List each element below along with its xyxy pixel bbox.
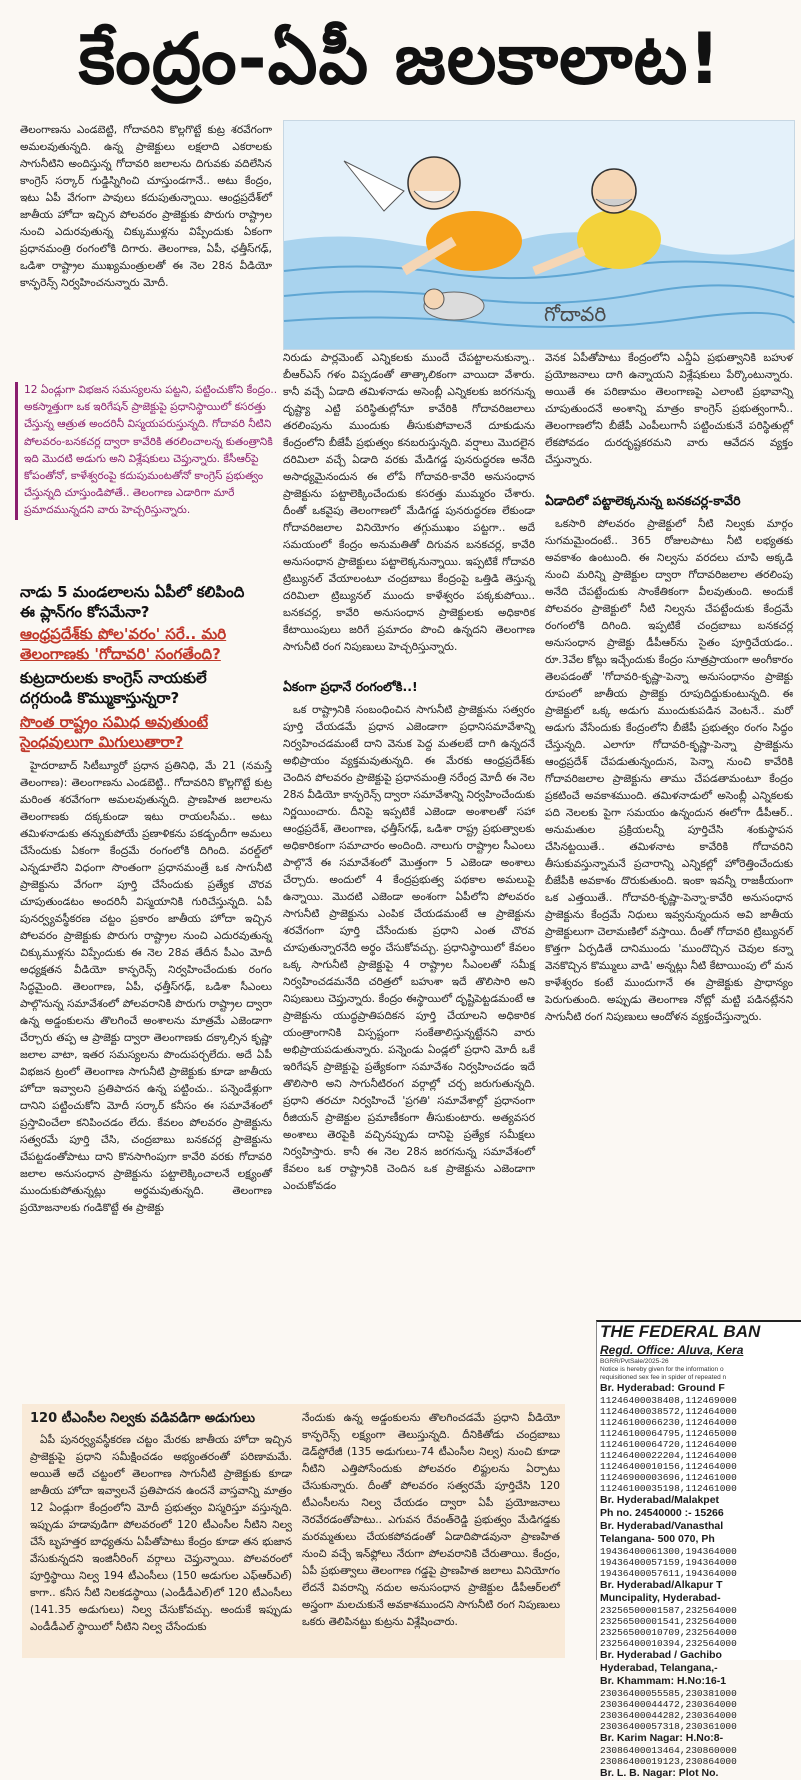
ad-account-number: 11246400010156,112464000 [600, 1461, 737, 1472]
ad-account-number: 11246400038572,112464000 [600, 1406, 737, 1417]
column-1-paragraph: హైదరాబాద్ సిటీబ్యూరో ప్రధాన ప్రతినిధి, మే 21 (నమస్తే తెలంగాణ): తెలంగాణను ఎండబెట్టి.. గోదావరిని కొల్లగొట్టే కుట్ర మరింత శరవేగంగా అమలవుతున్నది. ప్రాణహిత జలాలను తెలంగాణకు దక్కకుండా ఇటు రాయలసీమ.. అటు తమిళనాడుకు తన్నుకుపోయే ప్రణాళికను పకడ్బందీగా అమలు చేసేందుకు ఏకంగా కేంద్రమే రంగంలోకి దిగింది. వరల్డ్‌లో ఎన్నడూలేని విధంగా సొంతంగా ప్రధానమంత్రే ఒక సాగునీటి ప్రాజెక్టును వేగంగా పూర్తి చేసేందుకు ప్రత్యేక చొరవ చూపుతుండటం అందరినీ విస్మయానికి గురిచేస్తున్నది. ఏపీ పునర్వ్యవస్థీకరణ చట్టం ప్రకారం జాతీయ హోదా ఇచ్చిన పోలవరం ప్రాజెక్టుకు పొరుగు రాష్ట్రాల నుంచి ఎదురవుతున్న చిక్కుముళ్లను విప్పేందుకు ఈ నెల 28వ తేదీన పీఎం మోదీ అధ్యక్షతన వీడియో కాన్ఫరెన్స్ నిర్వహించేందుకు రంగం సిద్ధమైంది. తెలంగాణ, ఏపీ, ఛత్తీస్‌గఢ్, ఒడిశా సీఎంలు పాల్గొనున్న సమావేశంలో పోలవరానికి పొరుగు రాష్ట్రాల ద్వారా ఉన్న అడ్డంకులను తొలగించే అంశాలను మాత్రమే ఎజెండాగా చేర్చారు తప్ప ఆ ప్రాజెక్టు ద్వారా తెలంగాణకు దక్కాల్సిన కృష్ణా జలాల వాటా, ఇతర సమస్యలను పొందుపర్చలేదు. అదే ఏపీ విభజన ట్రంలో తెలంగాణ సాగునీటి ప్రాజెక్టుకు కూడా జాతీయ హోదా ఇవ్వాలని ప్రతిపాదన ఉన్న పట్టించు.. పన్నెండేళ్లుగా దానిని పట్టించుకోని మోదీ సర్కార్ కనీసం ఈ సమావేశంలో ప్రస్తావించేలా కనిపించడం లేదు. కేవలం పోలవరం ప్రాజెక్టును సత్వరమే పూర్తి చేసి, చంద్రబాబు బనకచర్ల ప్రాజెక్టును చేపట్టడంతోపాటు దాని కొనసాగింపుగా కావేరి వరకు గోదావరి జలాల అనుసంధాన ప్రాజెక్టును పట్టాలెక్కించాలనే లక్ష్యంతో ముందుకుపోతున్నట్లు అర్థమవుతున్నది. తెలంగాణ ప్రయోజనాలకు గండికొట్టే ఈ ప్రాజెక్టు [20, 760, 272, 1214]
column-3-top [545, 350, 793, 482]
cartoon-caption: గోదావరి [544, 302, 607, 326]
column-2-subhead: ఏకంగా ప్రధానే రంగంలోకి..! [283, 679, 418, 694]
ad-notice: Notice is hereby given for the information o [600, 1366, 724, 1373]
cartoon-drawing [284, 121, 794, 349]
column-2-paragraph-1: నిరుడు పార్లమెంట్ ఎన్నికలకు ముందే చేపట్టాలనుకున్నా.. బీఆర్ఎస్ గళం విప్పడంతో తాత్కాలికంగా వాయిదా వేశారు. కానీ వచ్చే ఏడాది తమిళనాడు అసెంబ్లీ ఎన్నికలకు జరగనున్న దృష్ట్యా ఎట్టి పరిస్థితుల్లోనూ కావేరికి గోదావరిజలాలు తరలింపును ముందుకు తీసుకుపోవాలనే దూకుడును కేంద్రంలోని బీజేపీ ప్రభుత్వం కనబరుస్తున్నది. వర్షాలు మొదలైన దరిమిలా వచ్చే ఏడాది వరకు మేడిగడ్డ పునరుద్ధరణ అనేది అసాధ్యమైనందున ఈ లోపే గోదావరి-కావేరి అనుసంధాన ప్రాజెక్టును పట్టాలెక్కించేందుకు కసరత్తు ముమ్మరం చేశారు. దీంతో ఒకవైపు తెలంగాణలో మేడిగడ్డ పునరుద్ధరణ లేకుండా గోదావరిజలాల వినియోగం తగ్గుముఖం పట్టగా.. అదే సమయంలో కేంద్రం అనుమతితో దిగువన బనకచర్ల, కావేరి అనుసంధాన ప్రాజెక్టులు పట్టాలెక్కనున్నాయి. ఇప్పటికే గోదావరి ట్రిబ్యునల్ వేయాలంటూ చంద్రబాబు కేంద్రంపై ఒత్తిడి తెస్తున్న దరిమిలా ట్రిబ్యునల్ ముందు కాళేశ్వరం పక్కకుపోయి.. బనకచర్ల, కావేరి అనుసంధాన ప్రాజెక్టులకు అధికారిక కేటాయింపులు జరిగే ప్రమాదం పొంచి ఉన్నదని తెలంగాణ సాగునీటి రంగ నిపుణులు హెచ్చరిస్తున్నారు. [283, 352, 535, 653]
ad-account-number: 23256500001587,232564000 [600, 1605, 737, 1616]
ad-account-number: 11246400022204,112464000 [600, 1450, 737, 1461]
ad-branch-name: Br. Khammam: H.No:16-1 [600, 1675, 727, 1687]
ad-account-number: 23036400057318,230361000 [600, 1721, 737, 1732]
ad-branch-name: Br. Hyderabad / Gachibo [600, 1649, 722, 1661]
ad-account-number: 23036400055585,230381000 [600, 1688, 737, 1699]
ad-account-number: 11246100064795,112465000 [600, 1428, 737, 1439]
sidebar-box-col-1 [30, 1432, 292, 1652]
column-2-top [283, 350, 535, 668]
column-2-bottom [283, 702, 535, 1398]
question-2: ఆంధ్రప్రదేశ్‌కు పోల'వరం' సరే.. మరి తెలంగాణకు 'గోదావరి' సంగతేంది? [20, 625, 227, 663]
question-1: నాడు 5 మండలాలను ఏపీలో కలిపింది ఈ ప్లాన్‌గం కోసమేనా? [20, 583, 245, 621]
ad-account-number: 23256500010709,232564000 [600, 1627, 737, 1638]
ad-account-number: 19436400057611,194364000 [600, 1568, 737, 1579]
ad-notice-2: requisitioned sex fee in spider of repeated n [600, 1374, 727, 1381]
headline: కేంద్రం-ఏపీ జలకాలాట! [78, 18, 722, 100]
ad-account-number: 11246400038408,112469000 [600, 1395, 737, 1406]
ad-subtitle: Regd. Office: Aluva, Kera [600, 1343, 744, 1357]
column-3-paragraph-1: వెనక ఏపీతోపాటు కేంద్రంలోని ఎన్డీఏ ప్రభుత్వానికి బహుళ ప్రయోజనాలు దాగి ఉన్నాయని విశ్లేషకులు పేర్కొంటున్నారు. అయితే ఈ పరిణామం తెలంగాణపై ఎలాంటి ప్రభావాన్ని చూపుతుందనే అంశాన్ని మాత్రం కాంగ్రెస్ ప్రభుత్వంగానీ.. తెలంగాణలోని బీజేపీ ఎంపీలుగానీ పట్టించుకునే పరిస్థితుల్లో లేకపోవడం దురదృష్టకరమని వారు ఆవేదన వ్యక్తం చేస్తున్నారు. [545, 352, 793, 466]
sidebar-box-col-2 [302, 1410, 560, 1652]
ad-title: THE FEDERAL BAN [600, 1322, 761, 1341]
ad-branch-name: Ph no. 24540000 :- 15266 [600, 1507, 724, 1519]
ad-branch-name: Br. L. B. Nagar: Plot No. [600, 1767, 719, 1779]
ad-branch-list [597, 1382, 801, 1780]
ad-account-number: 19436400061300,194364000 [600, 1546, 737, 1557]
ad-branch-name: Muncipality, Hyderabad- [600, 1592, 721, 1604]
ad-branch-name: Br. Karim Nagar: H.No:8- [600, 1732, 724, 1744]
sidebar-box-paragraph-1: ఏపీ పునర్వ్యవస్థీకరణ చట్టం మేరకు జాతీయ హోదా ఇచ్చిన ప్రాజెక్టుపై ప్రధాని సమీక్షించడం అభ్యంతరంతో పరిణామమే. అయితే అదే చట్టంలో తెలంగాణ సాగునీటి ప్రాజెక్టుకు కూడా జాతీయ హోదా ఇవ్వాలనే ప్రతిపాదన ఉందనే వాస్తవాన్ని మాత్రం 12 ఏండ్లుగా కేంద్రంలోని మోదీ ప్రభుత్వం విస్మరిస్తూ వస్తున్నది. ఇప్పుడు హడావుడిగా పోలవరంలో 120 టీఎంసీల నీటిని నిల్వ చేసే బృహత్తర బాధ్యతను ఏపీతోపాటు కేంద్రం కూడా తన భుజాన వేసుకున్నదని ఇంజినీరింగ్ వర్గాలు చెప్తున్నాయి. పోలవరంలో పూర్తిస్థాయి నిల్వ 194 టీఎంసీలు (150 అడుగుల ఎఫ్ఆర్ఎల్) కాగా.. కనీస నీటి నిలకడస్థాయి (ఎండీడీఎల్)లో 120 టీఎంసీలు (141.35 అడుగులు) నిల్వ చేసుకోవచ్చు. అందుకే ఇప్పుడు ఎండీడీఎల్ స్థాయిలో నీటిని నిల్వ చేసేందుకు [30, 1434, 292, 1633]
ad-branch-name: Hyderabad, Telangana,- [600, 1662, 718, 1674]
ad-reference: BGRR/PvtSale/2025-26 [600, 1358, 669, 1365]
ad-account-number: 11246100035198,112461000 [600, 1483, 737, 1494]
column-3-bottom [545, 516, 793, 1088]
question-4: సొంత రాష్ట్రం సమిధ అవుతుంటే సైంధవులుగా మిగులుతారా? [20, 713, 209, 751]
ad-account-number: 23256500001541,232564000 [600, 1616, 737, 1627]
callout-block [15, 382, 279, 520]
intro-text-block [20, 122, 272, 384]
question-3: కుట్రదారులకు కాంగ్రెస్ నాయకులే దగ్గరుండి కొమ్ముకాస్తున్నరా? [20, 669, 207, 707]
ad-account-number: 23036400044282,230364000 [600, 1710, 737, 1721]
cartoon-illustration [283, 120, 795, 350]
ad-branch-name: Br. Hyderabad/Malakpet [600, 1494, 720, 1506]
ad-account-number: 19436400057159,194364000 [600, 1557, 737, 1568]
ad-account-number: 11246100064720,112464000 [600, 1439, 737, 1450]
ad-branch-name: Br. Hyderabad: Ground F [600, 1382, 725, 1394]
ad-branch-name: Br. Hyderabad/Alkapur T [600, 1579, 723, 1591]
column-1-body [20, 758, 272, 1398]
ad-account-number: 23256400010394,232564000 [600, 1638, 737, 1649]
ad-account-number: 11246900003696,112461000 [600, 1472, 737, 1483]
ad-account-number: 23086400019123,230864000 [600, 1756, 737, 1767]
ad-branch-name: Telangana- 500 070, Ph [600, 1533, 715, 1545]
sidebar-box-paragraph-2: నేందుకు ఉన్న అడ్డంకులను తొలగించడమే ప్రధాని వీడియో కాన్ఫరెన్స్ లక్ష్యంగా తెలుస్తున్నది. దీనికితోడు చంద్రబాబు డెడ్‌స్టోరేజీ (135 అడుగులు-74 టీఎంసీల నిల్వ) నుంచి కూడా నీటిని ఎత్తిపోసేందుకు పోలవరం లిఫ్టులను ఏర్పాటు చేసుకున్నారు. దీంతో పోలవరం సత్వరమే పూర్తిచేసి 120 టీఎంసీలను నిల్వ చేయడం ద్వారా ఏపీ ప్రయోజనాలు నెరవేరడంతోపాటు.. ఎగువన రేవంత్‌రెడ్డి ప్రభుత్వం మేడిగడ్డకు మరమ్మతులు చేయకపోవడంతో ఏడాదిపొడవునా ప్రాణహిత నుంచి వచ్చే ఇన్‌ఫ్లోలు నేరుగా పోలవరానికి చేరుతాయి. కేంద్రం, ఏపీ ప్రభుత్వాలు తెలంగాణ గడ్డపై ప్రాణహిత జలాలు వినియోగం లేదనే వివరాన్ని నదుల అనుసంధాన ప్రాజెక్టుల డీపీఆర్‌లలో అస్త్రంగా మలచుకునే అవకాశముందని సాగునీటి రంగ నిపుణులు ఒకరు తెలిపినట్టు కుట్రను విశ్లేషించారు. [302, 1412, 560, 1628]
column-3-paragraph-2: ఒకసారి పోలవరం ప్రాజెక్టులో నీటి నిల్వకు మార్గం సుగమమైందంటే.. 365 రోజులపాటు నీటి లభ్యతకు అవకాశం ఉంటుంది. ఈ నిల్వను వరదలు చూపి అక్కడి నుంచి మరిన్ని ప్రాజెక్టుల ద్వారా గోదావరిజలాల తరలింపు అనేది చేపట్టేందుకు సాంకేతికంగా వీలవుతుంది. అందుకే పోలవరం ప్రాజెక్టులో నీటి నిల్వను చేపట్టేందుకు కేంద్రమే రంగంలోకి దిగింది. ఇప్పటికే చంద్రబాబు బనకచర్ల అనుసంధాన ప్రాజెక్టు డీపీఆర్‌ను సైతం పూర్తిచేయడం.. రూ.3వేల కోట్లు ఇచ్చేందుకు కేంద్రం సూత్రప్రాయంగా అంగీకారం తెలపడంతో 'గోదావరి-కృష్ణా-పెన్నా అనుసంధానం ప్రాజెక్టు రూపంలో జాతీయ ప్రాజెక్టు రూపుదిద్దుకుంటున్నది. ఈ ప్రాజెక్టులో ఒక్క అడుగు ముందుకుపడిన వెంటనే.. మరో అడుగు వేసేందుకు కేంద్రంలోని బీజేపీ ప్రభుత్వం రంగం సిద్ధం చేస్తున్నది. ఎలాగూ గోదావరి-కృష్ణా-పెన్నా ప్రాజెక్టును ఆంధ్రప్రదేశ్ చేపడుతున్నందున, పెన్నా నుంచి కావేరికి గోదావరిజలాల ప్రాజెక్టును తాము చేపడతామంటూ కేంద్రం ప్రకటించే అవకాశముంది. తమిళనాడులో అసెంబ్లీ ఎన్నికలకు పది నెలలకు పైగా సమయం ఉన్నందున ఈలోగా డీపీఆర్.. అనుమతుల ప్రక్రియలన్నీ పూర్తిచేసి శంకుస్థాపన చేసినట్టయితే.. తమిళనాట కావేరికి గోదావరిని తీసుకువస్తున్నామనే ప్రచారాన్ని ఎన్నికల్లో హోరెత్తించేందుకు బీజేపీకి అవకాశం దొరుకుతుంది. ఇంకా ఇవన్నీ రాజకీయంగా ఒక ఎత్తయితే.. గోదావరి-కృష్ణా-పెన్నా-కావేరి అనుసంధాన ప్రాజెక్టును కేంద్రమే నిధులు ఇవ్వనున్నందున అవి జాతీయ ప్రాజెక్టులుగా చెలామణిలో వస్తాయి. దీంతో గోదావరి ట్రిబ్యునల్ కొత్తగా ఏర్పడితే దానిముందు 'ముందొచ్చిన చెవుల కన్నా వెనకొచ్చిన కొమ్ములు వాడి' అన్నట్లు నీటి కేటాయింపు లో మన కాళేశ్వరం కంటే ముందుగానే ఈ ప్రాజెక్టుకు ప్రాధాన్యం పెరుగుతుంది. అప్పుడు తెలంగాణ నోట్లో మట్టి పడినట్లేనని సాగునీటి రంగ నిపుణులు ఆందోళన వ్యక్తంచేస్తున్నారు. [545, 518, 793, 1023]
intro-paragraph: తెలంగాణను ఎండబెట్టి, గోదావరిని కొల్లగొట్టే కుట్ర శరవేగంగా అమలవుతున్నది. ఉన్న ప్రాజెక్టులు లక్షలాది ఎకరాలకు సాగునీటిని అందిస్తున్న గోదావరి జలాలను దిగువకు వదిలేసిన కాంగ్రెస్ సర్కార్ గుడ్డిస్నిగించి చూస్తుండగానే.. అటు కేంద్రం, ఇటు ఏపీ వేగంగా పావులు కదుపుతున్నాయి. ఆంధ్రప్రదేశ్‌లో జాతీయ హోదా ఇచ్చిన పోలవరం ప్రాజెక్టుకు పొరుగు రాష్ట్రాల నుంచి ఎదురవుతున్న చిక్కుముళ్లను విప్పేందుకు ఏకంగా ప్రధానమంత్రి రంగంలోకి దిగారు. తెలంగాణ, ఏపీ, ఛత్తీస్‌గఢ్, ఒడిశా రాష్ట్రాల ముఖ్యమంత్రులతో ఈ నెల 28న వీడియో కాన్ఫరెన్స్ నిర్వహించనున్నారు మోదీ. [20, 124, 272, 289]
column-3-subhead: ఏడాదిలో పట్టాలెక్కనున్న బనకచర్ల-కావేరి [545, 493, 741, 508]
ad-account-number: 11246100066230,112464000 [600, 1417, 737, 1428]
ad-account-number: 23036400044472,230364000 [600, 1699, 737, 1710]
ad-branch-name: Br. Hyderabad/Vanasthal [600, 1520, 724, 1532]
ad-account-number: 23086400013464,230860000 [600, 1745, 737, 1756]
callout-text: 12 ఏండ్లుగా విభజన సమస్యలను పట్టని, పట్టించుకోని కేంద్రం.. అకస్మాత్తుగా ఒక ఇరిగేషన్ ప్రాజెక్టుపై ప్రధానిస్థాయిలో కసరత్తు చేస్తున్న ఆత్రుత అందరినీ విస్మయపరుస్తున్నది. గోదావరి నీటిని పోలవరం-బనకచర్ల ద్వారా కావేరికి తరలించాలన్న కుతంత్రానికి ఇది మొదటి అడుగు అని విశ్లేషకులు చెప్తున్నారు. కేసీఆర్‌పై కోపంతోనో, కాళేశ్వరంపై కదుపుమంటతోనో కాంగ్రెస్ ప్రభుత్వం చేస్తున్నది చూస్తుండిపోతే.. తెలంగాణ ఎడారిగా మారే ప్రమాదమున్నదని వారు హెచ్చరిస్తున్నారు. [24, 384, 278, 517]
column-2-paragraph-2: ఒక రాష్ట్రానికి సంబంధించిన సాగునీటి ప్రాజెక్టును సత్వరం పూర్తి చేయడమే ప్రధాన ఎజెండాగా ప్రధానిసమావేశాన్ని నిర్వహించడమంటే దాని వెనుక పెద్ద మతలబే దాగి ఉన్నదనే అభిప్రాయం వ్యక్తమవుతున్నది. ఈ మేరకు ఆంధ్రప్రదేశ్‌కు చెందిన పోలవరం ప్రాజెక్టుపై ప్రధానమంత్రి నరేంద్ర మోదీ ఈ నెల 28న వీడియో కాన్ఫరెన్స్ ద్వారా సమావేశాన్ని నిర్వహించేందుకు నిర్ణయించారు. దీనిపై ఇప్పటికే ఎజెండా అంశాలతో సహా ఆంధ్రప్రదేశ్, తెలంగాణ, ఛత్తీస్‌గఢ్, ఒడిశా రాష్ట్ర ప్రభుత్వాలకు అధికారికంగా సమాచారం అందింది. నాలుగు రాష్ట్రాల సీఎంలు పాల్గొనే ఈ సమావేశంలో మొత్తంగా 5 ఎజెండా అంశాలు చేర్చారు. అందులో 4 కేంద్రప్రభుత్వ పథకాల అమలుపై ఉన్నాయి. మొదటి ఎజెండా అంశంగా ఏపీలోని పోలవరం సాగునీటి ప్రాజెక్టును ఎంపిక చేయడమంటే ఆ ప్రాజెక్టును శరవేగంగా పూర్తి చేసేందుకు ప్రధాని ఎంత చొరవ చూపుతున్నారనేది అర్థం చేసుకోవచ్చు. ప్రధానిస్థాయిలో కేవలం ఒక్క సాగునీటి ప్రాజెక్టుపై 4 రాష్ట్రాల సీఎంలతో సమీక్ష నిర్వహించడమనేది చరిత్రలో బహుశా ఇదే తొలిసారి అని నిపుణులు చెప్తున్నారు. కేంద్రం ఈస్థాయిలో దృష్టిపెట్టడమంటే ఆ ప్రాజెక్టును యుద్ధప్రాతిపదికన పూర్తి చేయాలని అధికారిక యంత్రాంగానికి విస్పష్టంగా సంకేతాలిస్తున్నట్టేనని వారు అభిప్రాయపడుతున్నారు. పన్నెండు ఏండ్లలో ప్రధాని మోదీ ఒకే ఇరిగేషన్ ప్రాజెక్టుపై ప్రత్యేకంగా సమావేశం నిర్వహించడం ఇదే తొలిసారి అని సాగునీటిరంగ వర్గాల్లో చర్చ జరుగుతున్నది. ప్రధాని తరచూ నిర్వహించే 'ప్రగతి' సమావేశాల్లో ప్రధానంగా రీజియన్ ప్రాజెక్టుల ప్రమాణీకంగా తీసుకుంటారు. అత్యవసర అంశాలు తెరపైకి వచ్చినప్పుడు దానిపై ప్రత్యేక సమీక్షలు నిర్వహిస్తారు. కానీ ఈ నెల 28న జరగనున్న సమావేశంలో కేవలం ఒక రాష్ట్రానికి చెందిన ఒక ప్రాజెక్టును ఎజెండాగా ఎంచుకోవడం [283, 704, 535, 1192]
sidebar-box-title: 120 టీఎంసీల నిల్వకు వడివడిగా అడుగులు [30, 1411, 256, 1426]
bank-advertisement [596, 1320, 801, 1779]
